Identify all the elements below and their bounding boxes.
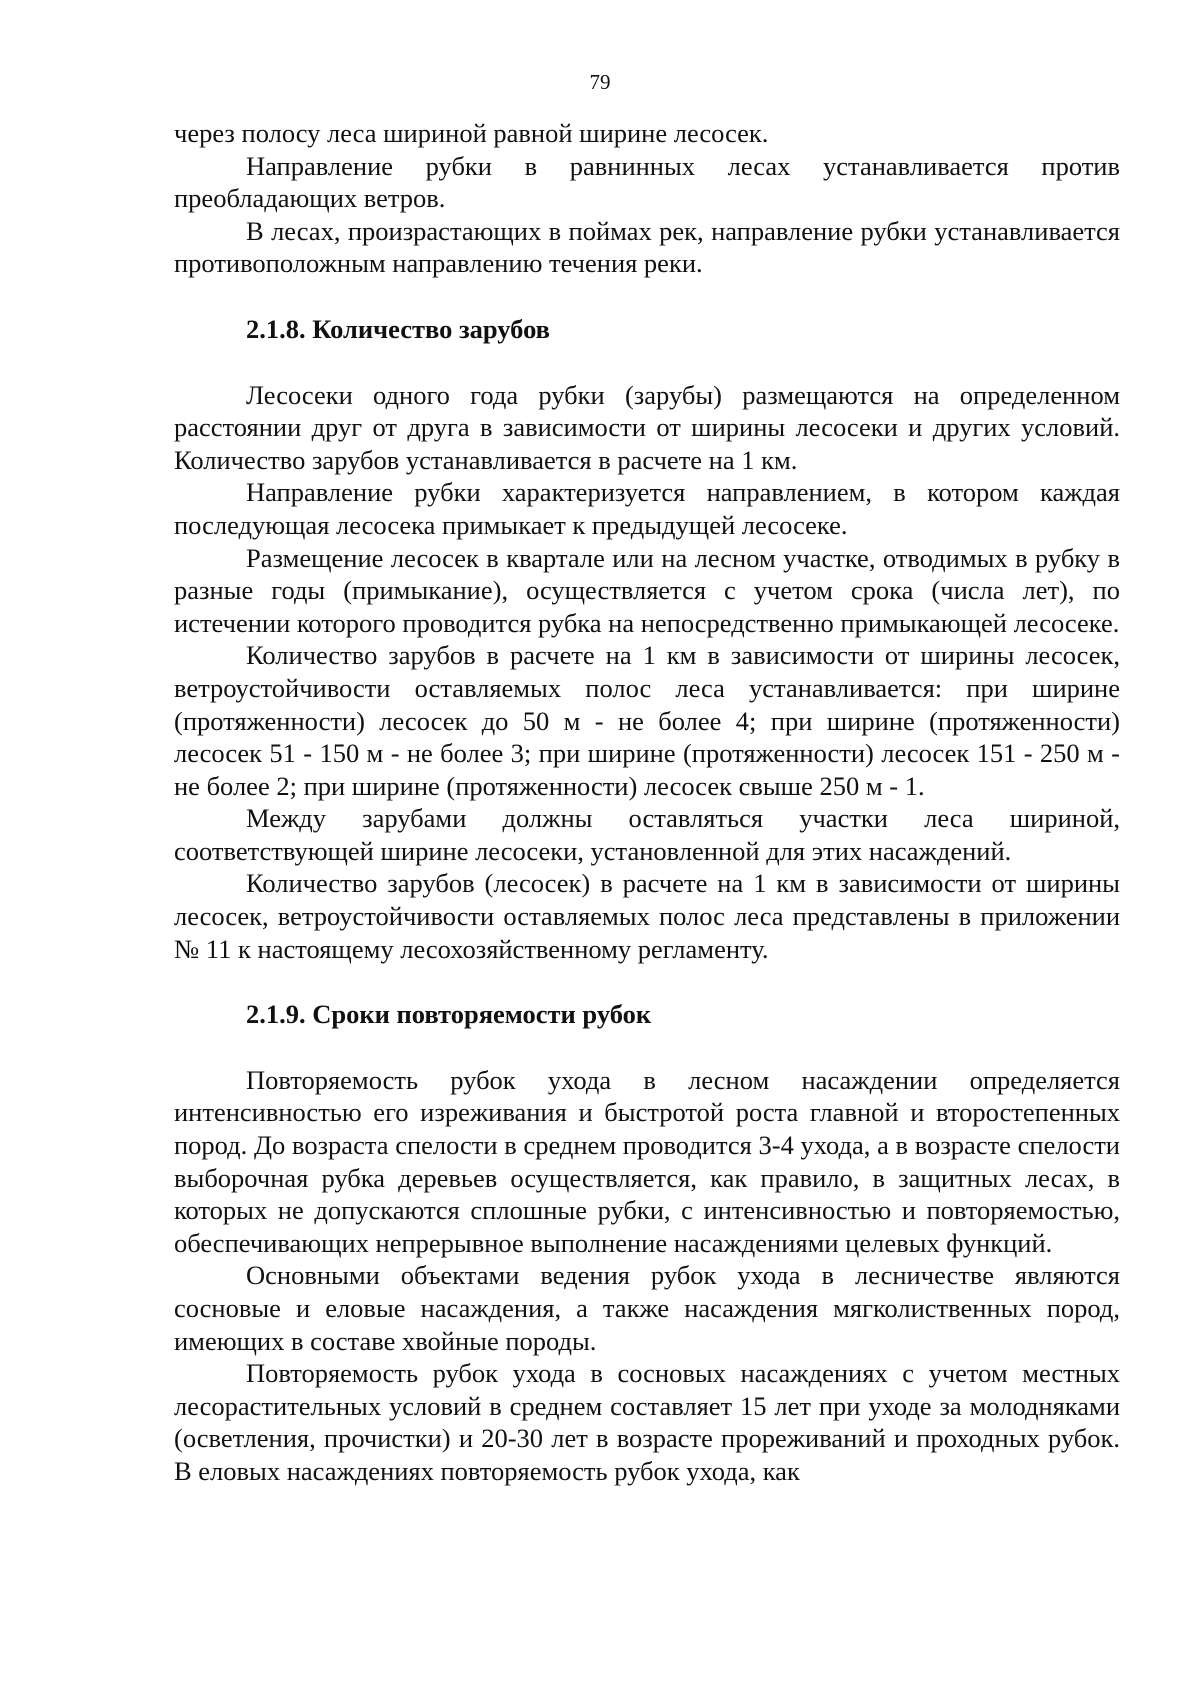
- paragraph-continuation: через полосу леса шириной равной ширине лесосек.: [174, 118, 769, 148]
- paragraph: Направление рубки в равнинных лесах устанавливается против преобладающих ветров.: [174, 150, 1120, 214]
- page-content: [174, 117, 1120, 1488]
- page-number: 79: [589, 70, 611, 94]
- paragraph: Между зарубами должны оставляться участки леса шириной, соответствующей ширине лесосеки, установленной для этих насаждений.: [174, 803, 1120, 866]
- section-heading-2-1-8: 2.1.8. Количество зарубов: [246, 313, 550, 344]
- paragraph: В лесах, произрастающих в поймах рек, направление рубки устанавливается противоположным направлению течения реки.: [174, 215, 1120, 279]
- paragraph: Лесосеки одного года рубки (зарубы) размещаются на определенном расстоянии друг от друга в зависимости от ширины лесосеки и других условий. Количество зарубов устанавливается в расчете на 1 км.: [174, 379, 1120, 475]
- section-heading-2-1-9: 2.1.9. Сроки повторяемости рубок: [246, 999, 652, 1030]
- paragraph: Размещение лесосек в квартале или на лесном участке, отводимых в рубку в разные годы (примыкание), осуществляется с учетом срока (числа лет), по истечении которого проводится рубка на непосредственно примыкающей лесосеке.: [174, 542, 1120, 638]
- paragraph: Количество зарубов в расчете на 1 км в зависимости от ширины лесосек, ветроустойчивости оставляемых полос леса устанавливается: при ширине (протяженности) лесосек до 50 м - не более 4; при ширине (протяженности) лесосек 51 - 150 м - не более 3; при ширине (протяженности) лесосек 151 - 250 м - не более 2; при ширине (протяженности) лесосек свыше 250 м - 1.: [174, 640, 1120, 801]
- paragraph: Направление рубки характеризуется направлением, в котором каждая последующая лесосека примыкает к предыдущей лесосеке.: [174, 477, 1120, 540]
- paragraph: Повторяемость рубок ухода в сосновых насаждениях с учетом местных лесорастительных условий в среднем составляет 15 лет при уходе за молодняками (осветления, прочистки) и 20-30 лет в возрасте прореживаний и проходных рубок. В еловых насаждениях повторяемость рубок ухода, как: [174, 1358, 1120, 1486]
- paragraph: Повторяемость рубок ухода в лесном насаждении определяется интенсивностью его изреживания и быстротой роста главной и второстепенных пород. До возраста спелости в среднем проводится 3-4 ухода, а в возрасте спелости выборочная рубка деревьев осуществляется, как правило, в защитных лесах, в которых не допускаются сплошные рубки, с интенсивностью и повторяемостью, обеспечивающих непрерывное выполнение насаждениями целевых функций.: [174, 1064, 1120, 1258]
- paragraph: Основными объектами ведения рубок ухода в лесничестве являются сосновые и еловые насаждения, а также насаждения мягколиственных пород, имеющих в составе хвойные породы.: [174, 1260, 1120, 1356]
- paragraph: Количество зарубов (лесосек) в расчете на 1 км в зависимости от ширины лесосек, ветроустойчивости оставляемых полос леса представлены в приложении № 11 к настоящему лесохозяйственному регламенту.: [174, 868, 1120, 964]
